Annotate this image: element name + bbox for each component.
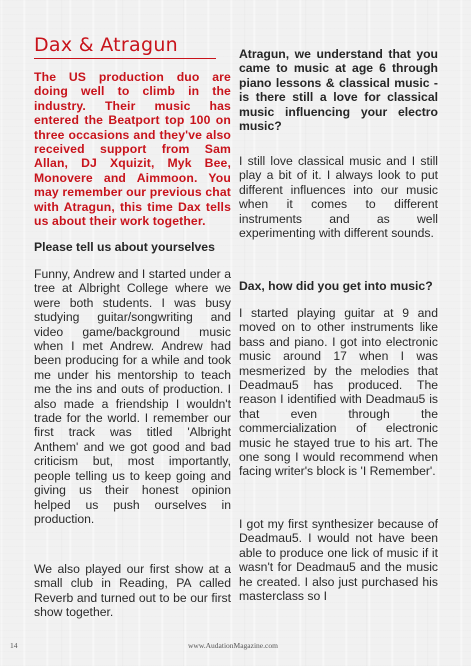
title-underline [34,58,216,59]
article-title: Dax & Atragun [34,34,179,56]
article-intro: The US production duo are doing well to climb in the industry. Their music has entered the Beatport top 100 on three occasions and they've also received support from Sam Allan, DJ Xquizit, Myk Bee, Monovere and Aimmoon. You may remember our previous chat with Atragun, this time Dax tells us about their work together. [34,70,231,229]
answer-about-yourselves: Funny, Andrew and I started under a tree at Albright College where we were both students. I was busy studying guitar/songwriting and video game/background music when I met Andrew. Andrew had been producing for a while and took me under his mentorship to teach me the ins and outs of production. I also made a friendship I wouldn't trade for the world. I remember our first track was titled 'Albright Anthem' and we got good and bad criticism but, most importantly, people telling us to keep going and giving us their honest opinion helped us push ourselves in production. [34,267,231,526]
question-into-music: Dax, how did you get into music? [239,279,433,293]
answer-into-music: I started playing guitar at 9 and moved on to other instruments like bass and piano. I got into electronic music around 17 when I was mesmerized by the melodies that Deadmau5 has produced. The reason I identified with Deadmau5 is that even through the commercialization of electronic music he stayed true to his art. The one song I would recommend when facing writer's block is 'I Remember'. [239,306,438,479]
answer-first-show: We also played our first show at a small club in Reading, PA called Reverb and turned out to be our first show together. [34,562,231,620]
page-number: 14 [10,641,18,650]
question-classical-music: Atragun, we understand that you came to music at age 6 through piano lessons & classical music - is there still a love for classical music influencing your electro music? [239,47,438,134]
question-about-yourselves: Please tell us about yourselves [34,240,215,254]
answer-classical-music: I still love classical music and I still play a bit of it. I always look to put different influences into our music when it comes to different instruments and as well experimenting with different sounds. [239,154,438,241]
footer-website: www.AudationMagazine.com [188,641,278,650]
answer-first-synthesizer: I got my first synthesizer because of Deadmau5. I would not have been able to produce one lick of music if it wasn't for Deadmau5 and the music he created. I also just purchased his masterclass so I [239,517,438,604]
